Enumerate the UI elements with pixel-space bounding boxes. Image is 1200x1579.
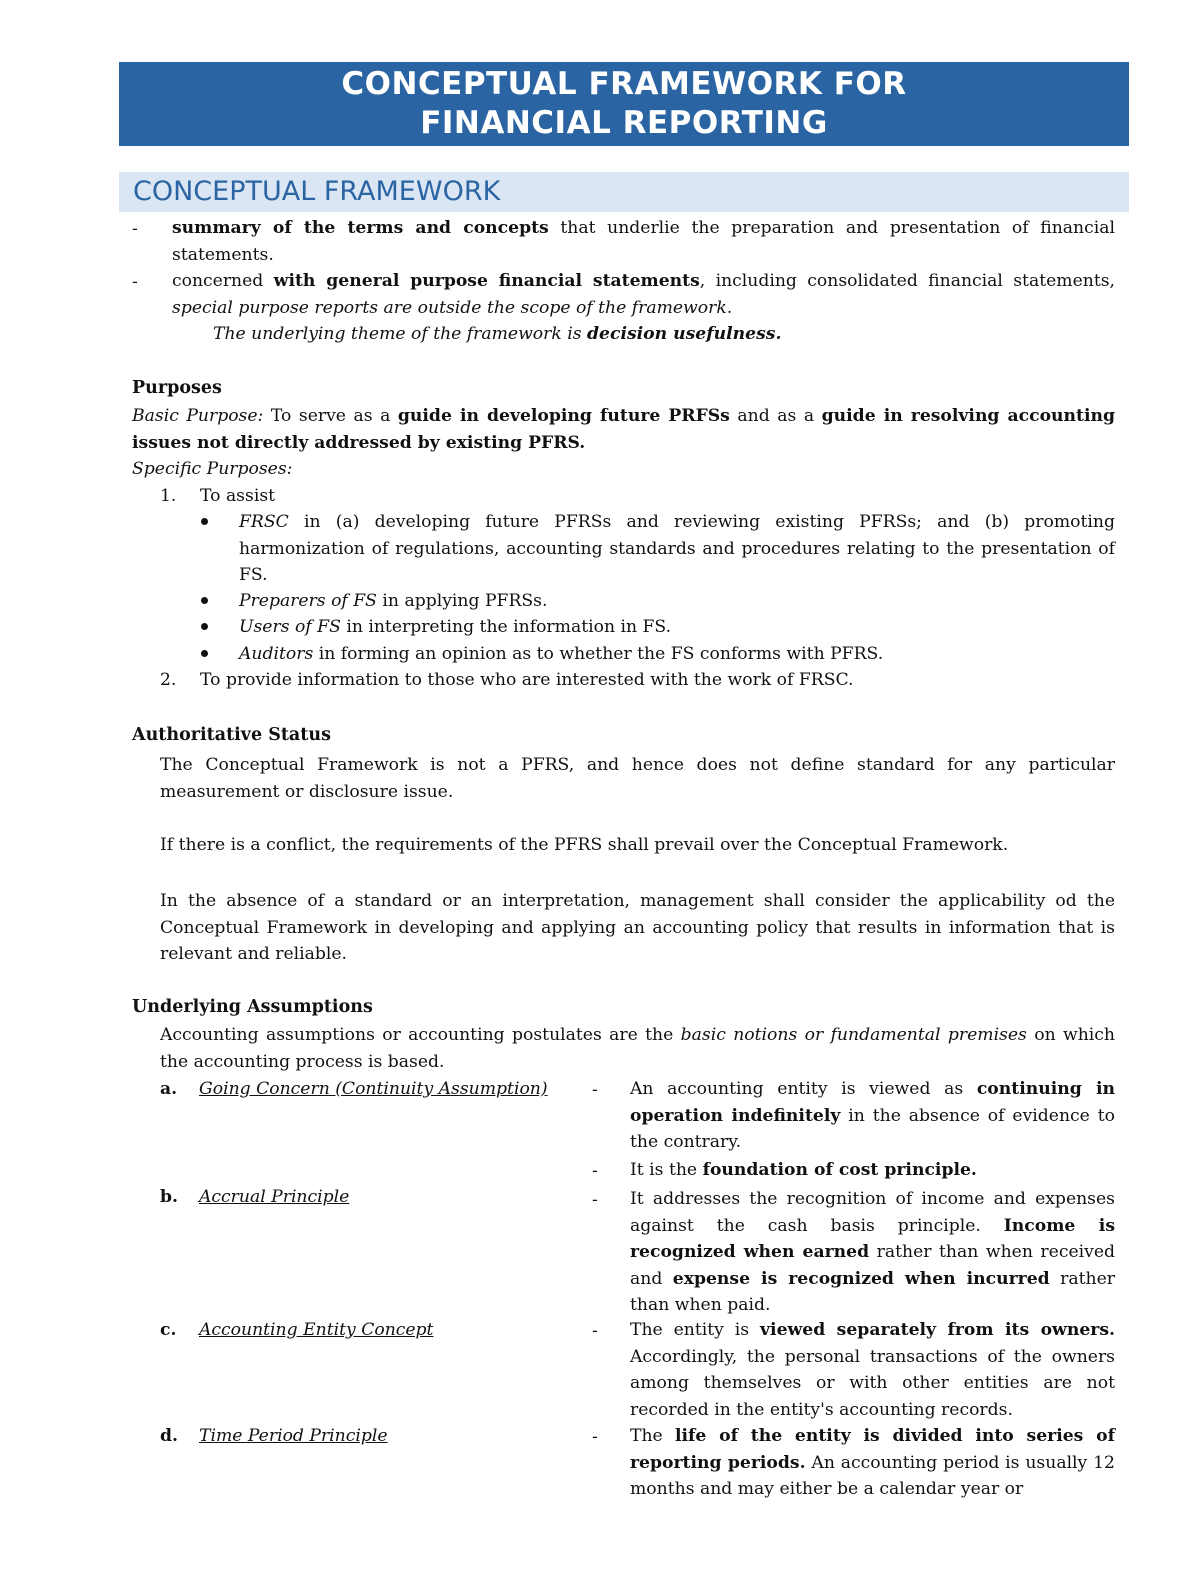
assumption-letter: a. [160,1079,178,1099]
assumption-going-concern: Going Concern (Continuity Assumption) [199,1079,548,1099]
bullet-dot [201,650,208,657]
title-line-1: CONCEPTUAL FRAMEWORK FOR [341,66,907,102]
specific-purpose-2: To provide information to those who are interested with the work of FRSC. [200,670,854,690]
assumption-accrual: Accrual Principle [199,1187,350,1207]
list-number: 2. [160,670,177,690]
intro-item-2: concerned with general purpose financial statements, including consolidated financial statements, special purpose reports are outside the scope of the framework. [172,271,1116,318]
specific-purposes-label: Specific Purposes: [132,459,293,479]
assumption-entity: Accounting Entity Concept [199,1320,434,1340]
authoritative-paragraph-3: In the absence of a standard or an interpretation, management shall consider the applicability od the Conceptual Framework in developing and applying an accounting policy that results in information that is relevant and reliable. [160,891,1115,964]
bullet-dot [201,597,208,604]
dash-marker: - [592,1161,598,1181]
bullet-dot [201,518,208,525]
assumption-time-period: Time Period Principle [199,1426,388,1446]
dash-marker: - [132,272,138,292]
dash-marker: - [592,1080,598,1100]
going-concern-desc-1: An accounting entity is viewed as continuing in operation indefinitely in the absence of evidence to the contrary. [630,1079,1115,1152]
dash-marker: - [592,1427,598,1447]
dash-marker: - [132,219,138,239]
assumption-letter: b. [160,1187,179,1207]
document-title-banner [119,62,1129,146]
purposes-heading: Purposes [132,378,222,398]
dash-marker: - [592,1321,598,1341]
assumptions-heading: Underlying Assumptions [132,997,373,1017]
going-concern-desc-2: It is the foundation of cost principle. [630,1160,977,1180]
assumption-letter: c. [160,1320,177,1340]
intro-item-1-bold: summary of the terms and concepts [172,218,549,238]
authoritative-paragraph-2: If there is a conflict, the requirements of the PFRS shall prevail over the Conceptual Framework. [160,835,1009,855]
list-number: 1. [160,486,177,506]
purpose-bullet-4: Auditors in forming an opinion as to whether the FS conforms with PFRS. [239,644,884,664]
time-period-desc: The life of the entity is divided into series of reporting periods. An accounting period is usually 12 months and may either be a calendar year or [630,1426,1115,1499]
framework-theme: The underlying theme of the framework is decision usefulness. [213,324,782,344]
bullet-dot [201,623,208,630]
purpose-bullet-3: Users of FS in interpreting the information in FS. [239,617,672,637]
specific-purpose-1: To assist [200,486,276,506]
section-heading: CONCEPTUAL FRAMEWORK [119,172,1129,212]
title-line-2: FINANCIAL REPORTING [420,105,828,141]
assumption-letter: d. [160,1426,179,1446]
basic-purpose: Basic Purpose: To serve as a guide in developing future PRFSs and as a guide in resolving accounting issues not directly addressed by existing PFRS. [132,406,1116,453]
purpose-bullet-1: FRSC in (a) developing future PFRSs and reviewing existing PFRSs; and (b) promoting harmonization of regulations, accounting standards and procedures relating to the presentation of FS. [239,512,1115,585]
purpose-bullet-2: Preparers of FS in applying PFRSs. [239,591,548,611]
intro-item-1: summary of the terms and concepts that underlie the preparation and presentation of financial statements. [172,218,1115,265]
assumptions-intro: Accounting assumptions or accounting postulates are the basic notions or fundamental premises on which the accounting process is based. [160,1025,1115,1072]
dash-marker: - [592,1190,598,1210]
entity-desc: The entity is viewed separately from its owners. Accordingly, the personal transactions of the owners among themselves or with other entities are not recorded in the entity's accounting records. [630,1320,1115,1420]
authoritative-heading: Authoritative Status [132,725,331,745]
authoritative-paragraph-1: The Conceptual Framework is not a PFRS, and hence does not define standard for any particular measurement or disclosure issue. [160,755,1115,802]
accrual-desc: It addresses the recognition of income and expenses against the cash basis principle. Income is recognized when earned rather than when received and expense is recognized when incurred rather than when paid. [630,1189,1116,1315]
